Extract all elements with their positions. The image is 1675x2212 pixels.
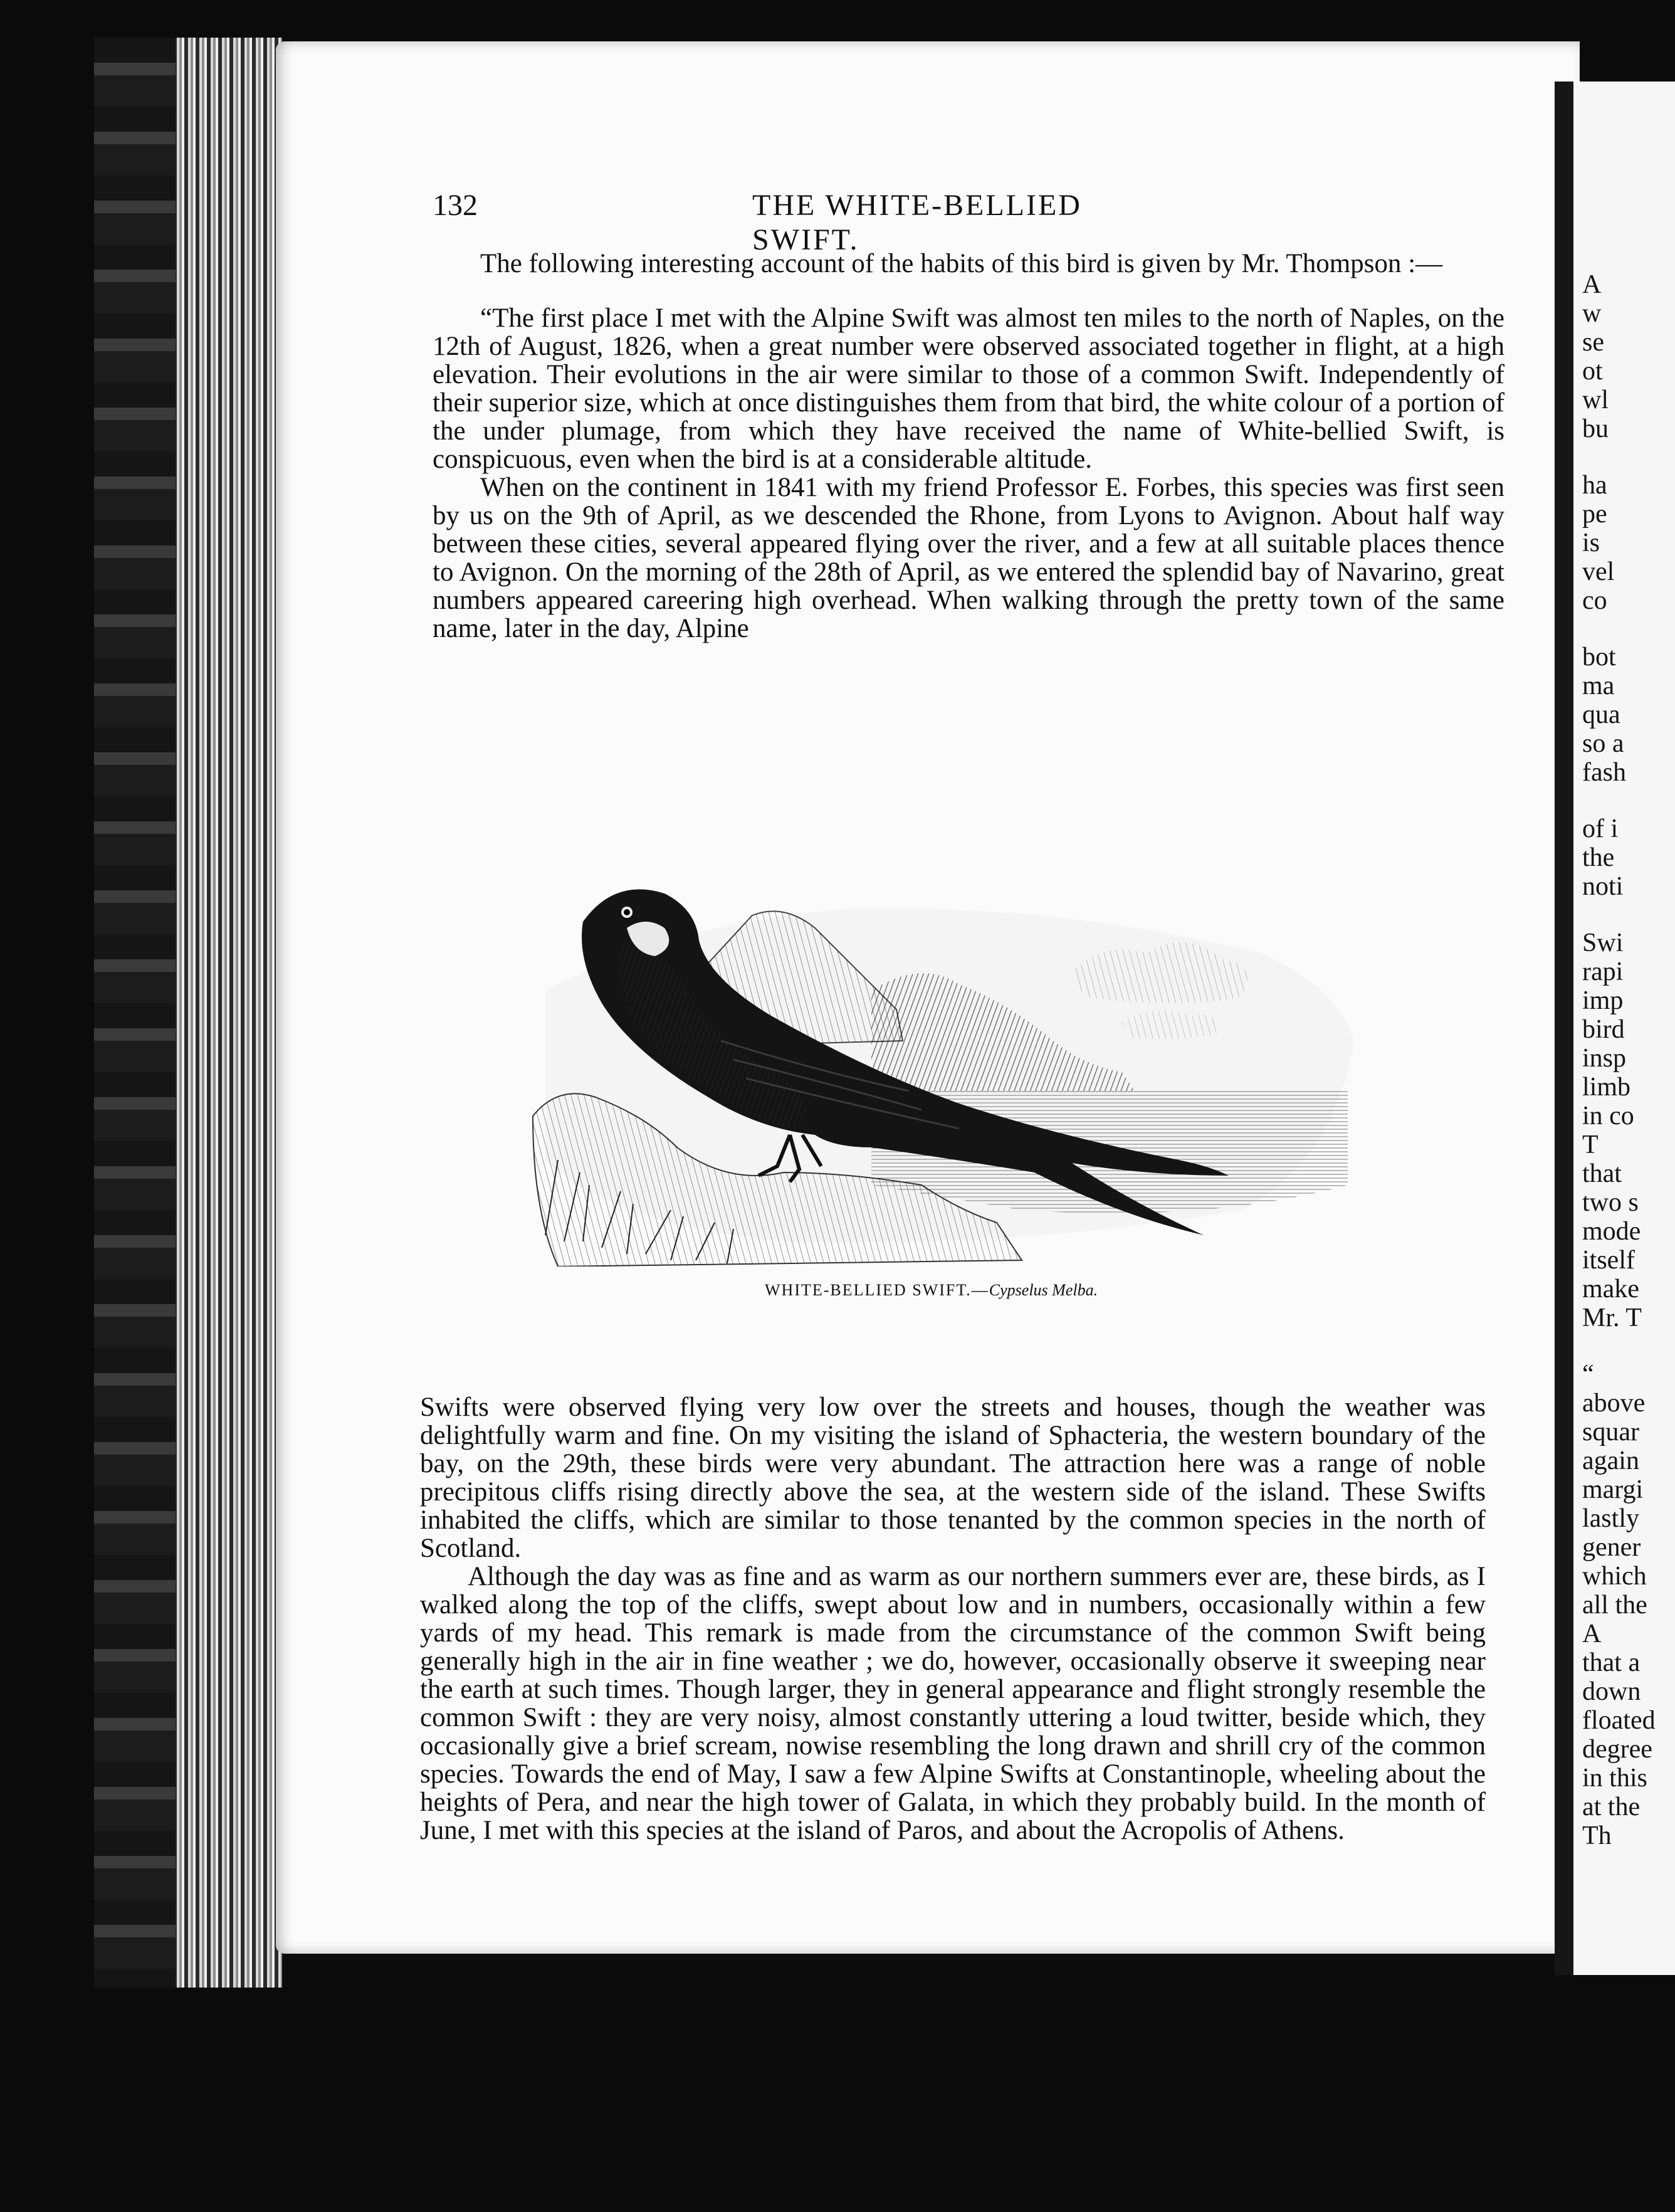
- facing-page-fragment: margi: [1582, 1475, 1644, 1504]
- facing-page-fragment: noti: [1582, 872, 1624, 901]
- facing-page-fragment: the: [1582, 843, 1615, 872]
- facing-page-fragment: that: [1582, 1159, 1622, 1188]
- facing-page-fragment: ha: [1582, 471, 1607, 500]
- facing-page-fragment: se: [1582, 328, 1604, 357]
- facing-page-fragment: bird: [1582, 1015, 1625, 1044]
- facing-page-fragment: A: [1582, 270, 1602, 299]
- book-page-edges: [94, 38, 282, 1988]
- facing-page-fragment: floated: [1582, 1706, 1656, 1735]
- facing-page-fragment: qua: [1582, 700, 1620, 729]
- facing-page-fragment: co: [1582, 586, 1607, 615]
- page-header: [433, 188, 1191, 256]
- facing-page-fragment: bu: [1582, 414, 1609, 443]
- page-number: 132: [433, 189, 478, 222]
- facing-page-fragment: rapi: [1582, 957, 1624, 986]
- facing-page-fragment: mode: [1582, 1217, 1641, 1246]
- facing-page-fragment: in co: [1582, 1102, 1634, 1130]
- upper-text: [433, 250, 1504, 643]
- facing-page-fragment: w: [1582, 299, 1602, 328]
- facing-page-fragment: imp: [1582, 986, 1624, 1015]
- facing-page-fragment: Mr. T: [1582, 1304, 1642, 1332]
- facing-page-fragment: degree: [1582, 1735, 1652, 1764]
- intro-paragraph: The following interesting account of the habits of this bird is given by Mr. Thompson :—: [480, 249, 1443, 278]
- facing-page-fragment: “: [1582, 1360, 1594, 1389]
- facing-page-fragment: A: [1582, 1620, 1602, 1648]
- facing-page-fragment: Swi: [1582, 929, 1624, 957]
- figure-caption: [765, 1281, 1098, 1300]
- facing-page-fragment: ma: [1582, 672, 1615, 700]
- facing-page-fragment: again: [1582, 1446, 1639, 1475]
- facing-page-sliver: [1555, 82, 1675, 1975]
- facing-page-fragment: wl: [1582, 386, 1609, 414]
- facing-page-fragment: that a: [1582, 1648, 1641, 1677]
- facing-page-fragment: all the: [1582, 1591, 1647, 1620]
- facing-page-fragment: vel: [1582, 557, 1615, 586]
- facing-page-fragment: pe: [1582, 500, 1607, 529]
- facing-page-fragment: lastly: [1582, 1504, 1639, 1533]
- facing-page-fragment: which: [1582, 1562, 1647, 1591]
- caption-species: Cypselus Melba.: [989, 1281, 1098, 1299]
- facing-page-fragment: gener: [1582, 1533, 1641, 1562]
- facing-page-fragment: bot: [1582, 643, 1616, 672]
- paragraph-first-sighting: “The first place I met with the Alpine Swift was almost ten miles to the north of Naples, on the 12th of August, 1826, when a great number were observed associated together in flight, at a high elevation. Their evolutions in the air were similar to those of a common Swift. Independently of their superior size, which at once distinguishes them from that bird, the white colour of a portion of the under plumage, from which they have received the name of White-bellied Swift, is conspicuous, even when the bird is at a considerable altitude.: [433, 303, 1504, 474]
- facing-page-fragment: limb: [1582, 1073, 1631, 1102]
- facing-page-fragment: itself: [1582, 1246, 1635, 1275]
- facing-page-fragment: in this: [1582, 1764, 1647, 1793]
- facing-page-fragment: so a: [1582, 729, 1624, 758]
- facing-page-fragment: T: [1582, 1130, 1599, 1159]
- lower-text: [420, 1393, 1486, 1845]
- facing-page-fragment: above: [1582, 1389, 1646, 1418]
- facing-page-fragment: down: [1582, 1677, 1641, 1706]
- facing-page-fragment: insp: [1582, 1044, 1627, 1073]
- facing-page-fragment: at the: [1582, 1793, 1641, 1821]
- facing-page-fragment: fash: [1582, 758, 1626, 787]
- facing-page-fragment: is: [1582, 529, 1600, 557]
- paragraph-continent-1841: When on the continent in 1841 with my friend Professor E. Forbes, this species was first seen by us on the 9th of April, as we descended the Rhone, from Lyons to Avignon. About half way between these cities, several appeared flying over the river, and a few at all suitable places thence to Avignon. On the morning of the 28th of April, as we entered the splendid bay of Navarino, great numbers appeared careering high overhead. When walking through the pretty town of the same name, later in the day, Alpine: [433, 473, 1504, 643]
- running-title: THE WHITE-BELLIED SWIFT.: [752, 189, 1082, 256]
- facing-page-fragment: make: [1582, 1275, 1639, 1304]
- caption-title: WHITE-BELLIED SWIFT.—: [765, 1281, 989, 1299]
- facing-page-fragment: squar: [1582, 1418, 1639, 1446]
- swift-illustration: [520, 834, 1379, 1267]
- facing-page-fragment: of i: [1582, 814, 1619, 843]
- facing-page-fragment: ot: [1582, 357, 1603, 386]
- facing-page-fragment: two s: [1582, 1188, 1639, 1217]
- facing-page-fragment: Th: [1582, 1821, 1612, 1850]
- paragraph-sphacteria: Swifts were observed flying very low over the streets and houses, though the weather was delightfully warm and fine. On my visiting the island of Sphacteria, the western boundary of the bay, on the 29th, these birds were very abundant. The attraction here was a range of noble precipitous cliffs rising directly above the sea, at the western side of the island. These Swifts inhabited the cliffs, which are similar to those tenanted by the common species in the north of Scotland.: [420, 1393, 1486, 1563]
- paragraph-cliffs-flight: Although the day was as fine and as warm as our northern summers ever are, these birds, as I walked along the top of the cliffs, swept about low and in numbers, occasionally within a few yards of my head. This remark is made from the circumstance of the common Swift being generally high in the air in fine weather ; we do, however, occasionally observe it sweeping near the earth at such times. Though larger, they in general appearance and flight strongly resemble the common Swift : they are very noisy, almost constantly uttering a loud twitter, beside which, they occasionally give a brief scream, nowise resembling the long drawn and shrill cry of the common species. Towards the end of May, I saw a few Alpine Swifts at Constantinople, wheeling about the heights of Pera, and near the high tower of Galata, in which they probably build. In the month of June, I met with this species at the island of Paros, and about the Acropolis of Athens.: [420, 1562, 1486, 1845]
- swift-engraving: [520, 834, 1379, 1267]
